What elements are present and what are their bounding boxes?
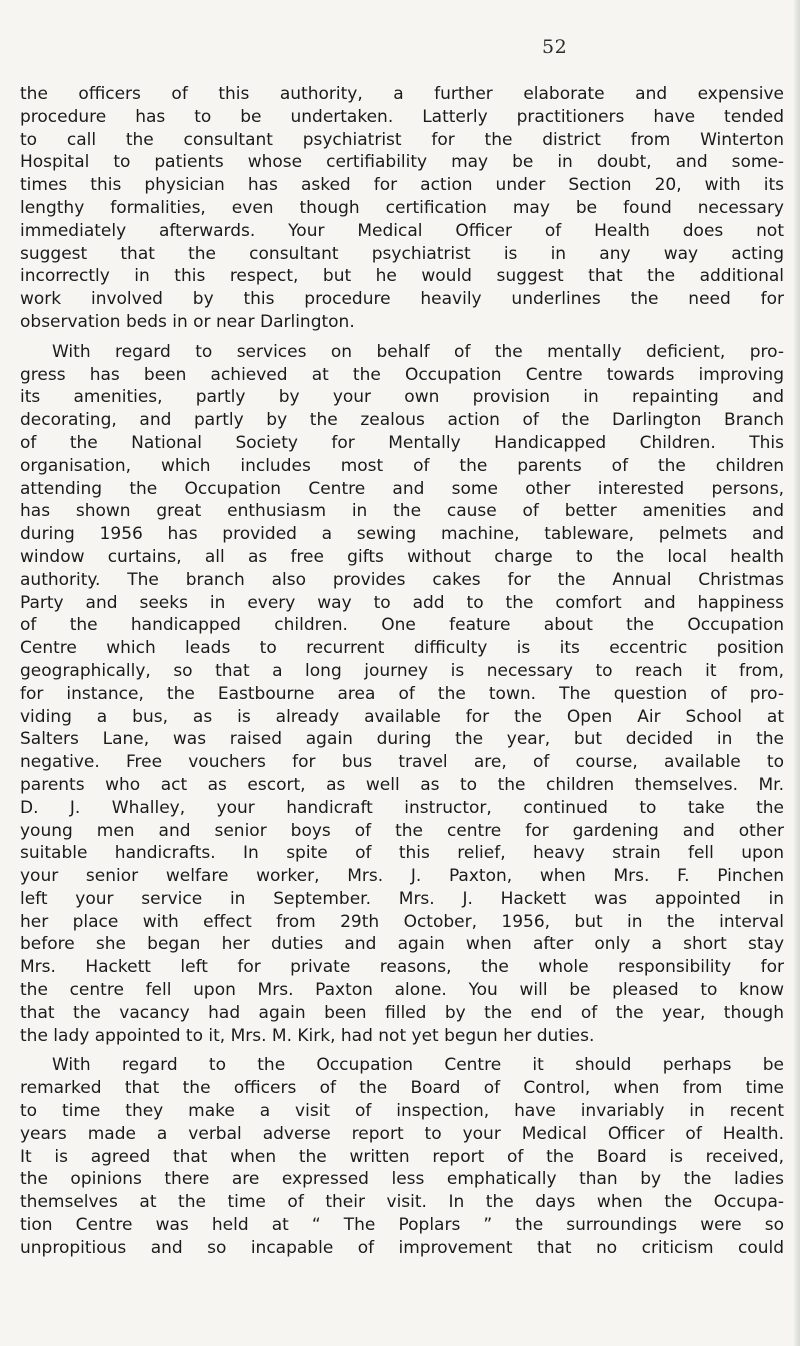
text-line: With regard to services on behalf of the mentally deficient, pro-: [52, 341, 784, 362]
paragraph: [20, 83, 784, 334]
page-edge-shadow: [794, 0, 800, 1346]
text-line: that the vacancy had again been filled by the end of the year, though: [20, 1002, 784, 1023]
text-line: of the National Society for Mentally Handicapped Children. This: [20, 432, 784, 453]
paragraph: [20, 1054, 784, 1259]
text-line: the lady appointed to it, Mrs. M. Kirk, had not yet begun her duties.: [20, 1025, 595, 1046]
text-line: has shown great enthusiasm in the cause of better amenities and: [20, 501, 784, 522]
text-line: the centre fell upon Mrs. Paxton alone. You will be pleased to know: [20, 980, 784, 1001]
text-line: procedure has to be undertaken. Latterly practitioners have tended: [20, 106, 784, 127]
text-line: its amenities, partly by your own provision in repainting and: [20, 387, 784, 408]
text-line: Salters Lane, was raised again during the year, but decided in the: [20, 729, 784, 750]
text-line: the officers of this authority, a further elaborate and expensive: [20, 84, 784, 104]
body-text: [20, 83, 784, 1267]
text-line: lengthy formalities, even though certification may be found necessary: [20, 197, 784, 218]
text-line: window curtains, all as free gifts without charge to the local health: [20, 546, 784, 567]
text-line: With regard to the Occupation Centre it should perhaps be: [52, 1055, 784, 1076]
text-line: decorating, and partly by the zealous action of the Darlington Branch: [20, 410, 784, 431]
text-line: to call the consultant psychiatrist for the district from Winterton: [20, 129, 784, 150]
text-line: incorrectly in this respect, but he would suggest that the additional: [20, 266, 784, 287]
text-line: immediately afterwards. Your Medical Officer of Health does not: [20, 220, 784, 241]
text-line: work involved by this procedure heavily underlines the need for: [20, 289, 784, 310]
text-line: during 1956 has provided a sewing machine, tableware, pelmets and: [20, 524, 784, 545]
text-line: organisation, which includes most of the parents of the children: [20, 455, 784, 476]
text-line: her place with effect from 29th October, 1956, but in the interval: [20, 911, 784, 932]
text-line: to time they make a visit of inspection, have invariably in recent: [20, 1101, 784, 1122]
text-line: the opinions there are expressed less emphatically than by the ladies: [20, 1169, 784, 1190]
text-line: of the handicapped children. One feature about the Occupation: [20, 615, 784, 636]
text-line: Hospital to patients whose certifiability may be in doubt, and some-: [20, 152, 784, 173]
text-line: remarked that the officers of the Board of Control, when from time: [20, 1078, 784, 1099]
text-line: suggest that the consultant psychiatrist is in any way acting: [20, 243, 784, 264]
text-line: authority. The branch also provides cakes for the Annual Christmas: [20, 569, 784, 590]
text-line: years made a verbal adverse report to your Medical Officer of Health.: [20, 1123, 784, 1144]
text-line: geographically, so that a long journey is necessary to reach it from,: [20, 660, 784, 681]
text-line: left your service in September. Mrs. J. Hackett was appointed in: [20, 888, 784, 909]
text-line: your senior welfare worker, Mrs. J. Paxton, when Mrs. F. Pinchen: [20, 866, 784, 887]
text-line: for instance, the Eastbourne area of the town. The question of pro-: [20, 683, 784, 704]
text-line: times this physician has asked for action under Section 20, with its: [20, 175, 784, 196]
text-line: attending the Occupation Centre and some other interested persons,: [20, 478, 784, 499]
text-line: young men and senior boys of the centre for gardening and other: [20, 820, 784, 841]
text-line: gress has been achieved at the Occupation Centre towards improving: [20, 364, 784, 385]
text-line: themselves at the time of their visit. In the days when the Occupa-: [20, 1192, 784, 1213]
text-line: before she began her duties and again when after only a short stay: [20, 934, 784, 955]
text-line: suitable handicrafts. In spite of this relief, heavy strain fell upon: [20, 843, 784, 864]
text-line: It is agreed that when the written report of the Board is received,: [20, 1146, 784, 1167]
text-line: Centre which leads to recurrent difficulty is its eccentric position: [20, 638, 784, 659]
text-line: unpropitious and so incapable of improvement that no criticism could: [20, 1237, 784, 1258]
text-line: D. J. Whalley, your handicraft instructor, continued to take the: [20, 797, 784, 818]
text-line: viding a bus, as is already available for the Open Air School at: [20, 706, 784, 727]
text-line: parents who act as escort, as well as to the children themselves. Mr.: [20, 774, 784, 795]
page-number: 52: [542, 36, 568, 58]
text-line: Party and seeks in every way to add to the comfort and happiness: [20, 592, 784, 613]
paragraph: [20, 341, 784, 1048]
text-line: Mrs. Hackett left for private reasons, the whole responsibility for: [20, 957, 784, 978]
text-line: negative. Free vouchers for bus travel are, of course, available to: [20, 752, 784, 773]
text-line: observation beds in or near Darlington.: [20, 311, 355, 332]
text-line: tion Centre was held at “ The Poplars ” the surroundings were so: [20, 1215, 784, 1236]
